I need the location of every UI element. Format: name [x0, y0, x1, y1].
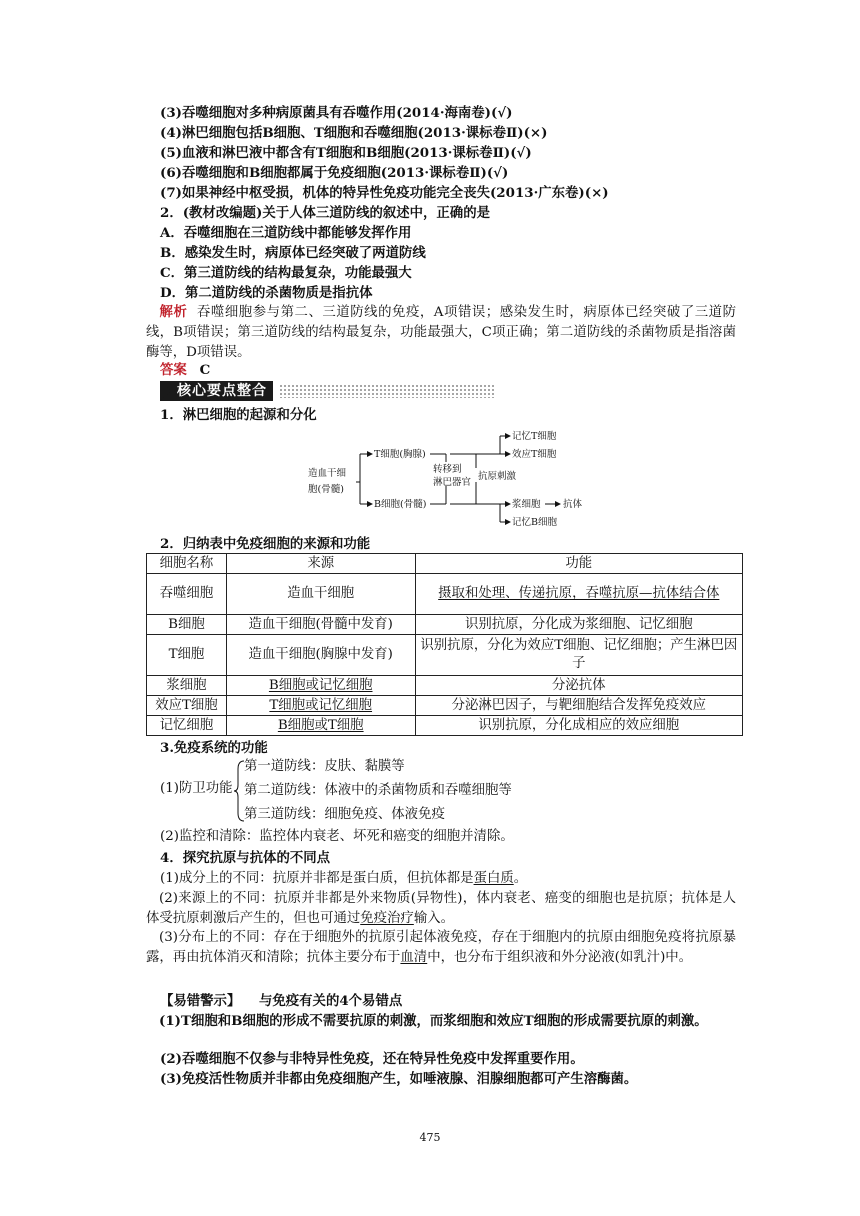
- table-row: [147, 574, 743, 615]
- table-cell: 造血干细胞(胸腺中发育): [226, 635, 415, 676]
- diff-2-text: (2)来源上的不同：抗原并非都是外来物质(异物性)，体内衰老、癌变的细胞也是抗原；抗体是人体受抗原刺激后产生的，但也可通过: [146, 891, 736, 926]
- judgment-7: (7)如果神经中枢受损，机体的特异性免疫功能完全丧失(2013·广东卷)(×): [160, 185, 609, 201]
- warning-2: (2)吞噬细胞不仅参与非特异性免疫，还在特异性免疫中发挥重要作用。: [160, 1051, 584, 1067]
- table-cell: B细胞或记忆细胞: [226, 676, 415, 696]
- table-cell: 造血干细胞(骨髓中发育): [226, 615, 415, 635]
- diagram-b-cell: B细胞(骨髓): [374, 499, 427, 510]
- table-cell: T细胞: [147, 635, 227, 676]
- table-cell: B细胞: [147, 615, 227, 635]
- table-cell: 分泌淋巴因子，与靶细胞结合发挥免疫效应: [415, 696, 742, 716]
- table-cell: 记忆细胞: [147, 716, 227, 736]
- diagram-origin-2: 胞(骨髓): [308, 484, 344, 495]
- table-cell: B细胞或T细胞: [226, 716, 415, 736]
- section2-title: 2．归纳表中免疫细胞的来源和功能: [160, 536, 371, 552]
- diff-3: [146, 928, 736, 968]
- judgment-6: (6)吞噬细胞和B细胞都属于免疫细胞(2013·课标卷Ⅱ)(√): [160, 165, 509, 181]
- table-row: [147, 635, 743, 676]
- diff-3-underline: 血清: [400, 950, 428, 965]
- page-number: 475: [419, 1131, 441, 1144]
- table-cell: 分泌抗体: [415, 676, 742, 696]
- monitor-text: (2)监控和清除：监控体内衰老、坏死和癌变的细胞并清除。: [160, 829, 514, 844]
- diff-3-end: 中，也分布于组织液和外分泌液(如乳汁)中。: [427, 950, 693, 965]
- diagram-memory-t: 记忆T细胞: [512, 431, 557, 442]
- option-a: A．吞噬细胞在三道防线中都能够发挥作用: [160, 225, 412, 241]
- table-row: [147, 696, 743, 716]
- table-row: [147, 615, 743, 635]
- table-cell: 造血干细胞: [226, 574, 415, 615]
- diagram-transfer-1: 转移到: [433, 464, 462, 475]
- analysis: [146, 302, 736, 363]
- defense-line-1: 第一道防线：皮肤、黏膜等: [244, 759, 405, 774]
- warning-1: [146, 1011, 736, 1031]
- answer-value: C: [199, 362, 211, 378]
- diagram-memory-b: 记忆B细胞: [512, 517, 557, 528]
- defense-label: (1)防卫功能: [160, 781, 233, 796]
- warning-title: 与免疫有关的4个易错点: [259, 993, 403, 1009]
- judgment-5: (5)血液和淋巴液中都含有T细胞和B细胞(2013·课标卷Ⅱ)(√): [160, 145, 532, 161]
- answer: [160, 361, 210, 380]
- question-stem: 2．(教材改编题)关于人体三道防线的叙述中，正确的是: [160, 205, 490, 221]
- section1-title: 1．淋巴细胞的起源和分化: [160, 407, 317, 423]
- table-row: [147, 676, 743, 696]
- diagram-transfer-2: 淋巴器官: [433, 477, 472, 488]
- defense-line-2: 第二道防线：体液中的杀菌物质和吞噬细胞等: [244, 783, 512, 798]
- option-d: D．第二道防线的杀菌物质是指抗体: [160, 285, 373, 301]
- warning-tag: 【易错警示】: [160, 993, 241, 1009]
- banner-title: 核心要点整合: [171, 381, 273, 401]
- answer-label: 答案: [160, 362, 187, 378]
- banner-dots: [279, 384, 494, 398]
- banner-arrow-icon: [160, 381, 171, 401]
- diff-1-text: (1)成分上的不同：抗原并非都是蛋白质，但抗体都是: [160, 871, 474, 886]
- diagram-plasma: 浆细胞: [512, 499, 541, 510]
- diff-3-text: (3)分布上的不同：存在于细胞外的抗原引起体液免疫，存在于细胞内的抗原由细胞免疫将抗原暴露，再由抗体消灭和清除；抗体主要分布于: [146, 930, 736, 965]
- table-header: 来源: [226, 554, 415, 574]
- diff-1-end: 。: [513, 871, 528, 886]
- diagram-effector-t: 效应T细胞: [512, 449, 557, 460]
- analysis-text: 吞噬细胞参与第二、三道防线的免疫，A项错误；感染发生时，病原体已经突破了三道防线，B项错误；第三道防线的结构最复杂，功能最强大，C项正确；第二道防线的杀菌物质是指溶菌酶等，D项错误。: [146, 305, 737, 360]
- diff-1-underline: 蛋白质: [473, 871, 514, 886]
- diagram-stimulus: 抗原刺激: [478, 471, 517, 482]
- table-row: [147, 716, 743, 736]
- table-header: 功能: [415, 554, 742, 574]
- judgment-3: (3)吞噬细胞对多种病原菌具有吞噬作用(2014·海南卷)(√): [160, 105, 513, 121]
- table-cell: 识别抗原，分化成为浆细胞、记忆细胞: [415, 615, 742, 635]
- diagram-t-cell: T细胞(胸腺): [374, 449, 426, 460]
- option-b: B．感染发生时，病原体已经突破了两道防线: [160, 245, 426, 261]
- diagram-origin-1: 造血干细: [308, 468, 347, 479]
- section-banner: [160, 381, 494, 401]
- warning-heading: [160, 992, 402, 1010]
- lymphocyte-diagram: [300, 424, 600, 536]
- table-header: 细胞名称: [147, 554, 227, 574]
- table-cell: 识别抗原，分化为效应T细胞、记忆细胞；产生淋巴因子: [415, 635, 742, 676]
- table-cell: 识别抗原，分化成相应的效应细胞: [415, 716, 742, 736]
- section4-title: 4．探究抗原与抗体的不同点: [160, 850, 331, 866]
- warning-3: (3)免疫活性物质并非都由免疫细胞产生，如唾液腺、泪腺细胞都可产生溶酶菌。: [160, 1071, 638, 1087]
- section3-title: 3.免疫系统的功能: [160, 740, 268, 756]
- diff-2-end: 输入。: [413, 911, 454, 926]
- table-cell: 吞噬细胞: [147, 574, 227, 615]
- table-cell: 摄取和处理、传递抗原，吞噬抗原—抗体结合体: [415, 574, 742, 615]
- diff-1: [160, 870, 527, 888]
- table-cell: T细胞或记忆细胞: [226, 696, 415, 716]
- diagram-antibody: 抗体: [563, 499, 583, 510]
- diff-2: [146, 889, 736, 929]
- defense-line-3: 第三道防线：细胞免疫、体液免疫: [244, 807, 445, 822]
- immune-cell-table: [146, 553, 743, 736]
- option-c: C．第三道防线的结构最复杂，功能最强大: [160, 265, 412, 281]
- diff-2-underline: 免疫治疗: [360, 911, 414, 926]
- table-cell: 效应T细胞: [147, 696, 227, 716]
- judgment-4: (4)淋巴细胞包括B细胞、T细胞和吞噬细胞(2013·课标卷Ⅱ)(×): [160, 125, 548, 141]
- table-cell: 浆细胞: [147, 676, 227, 696]
- analysis-label: 解析: [159, 304, 188, 320]
- warning-1-text: (1)T细胞和B细胞的形成不需要抗原的刺激，而浆细胞和效应T细胞的形成需要抗原的刺激。: [159, 1013, 708, 1029]
